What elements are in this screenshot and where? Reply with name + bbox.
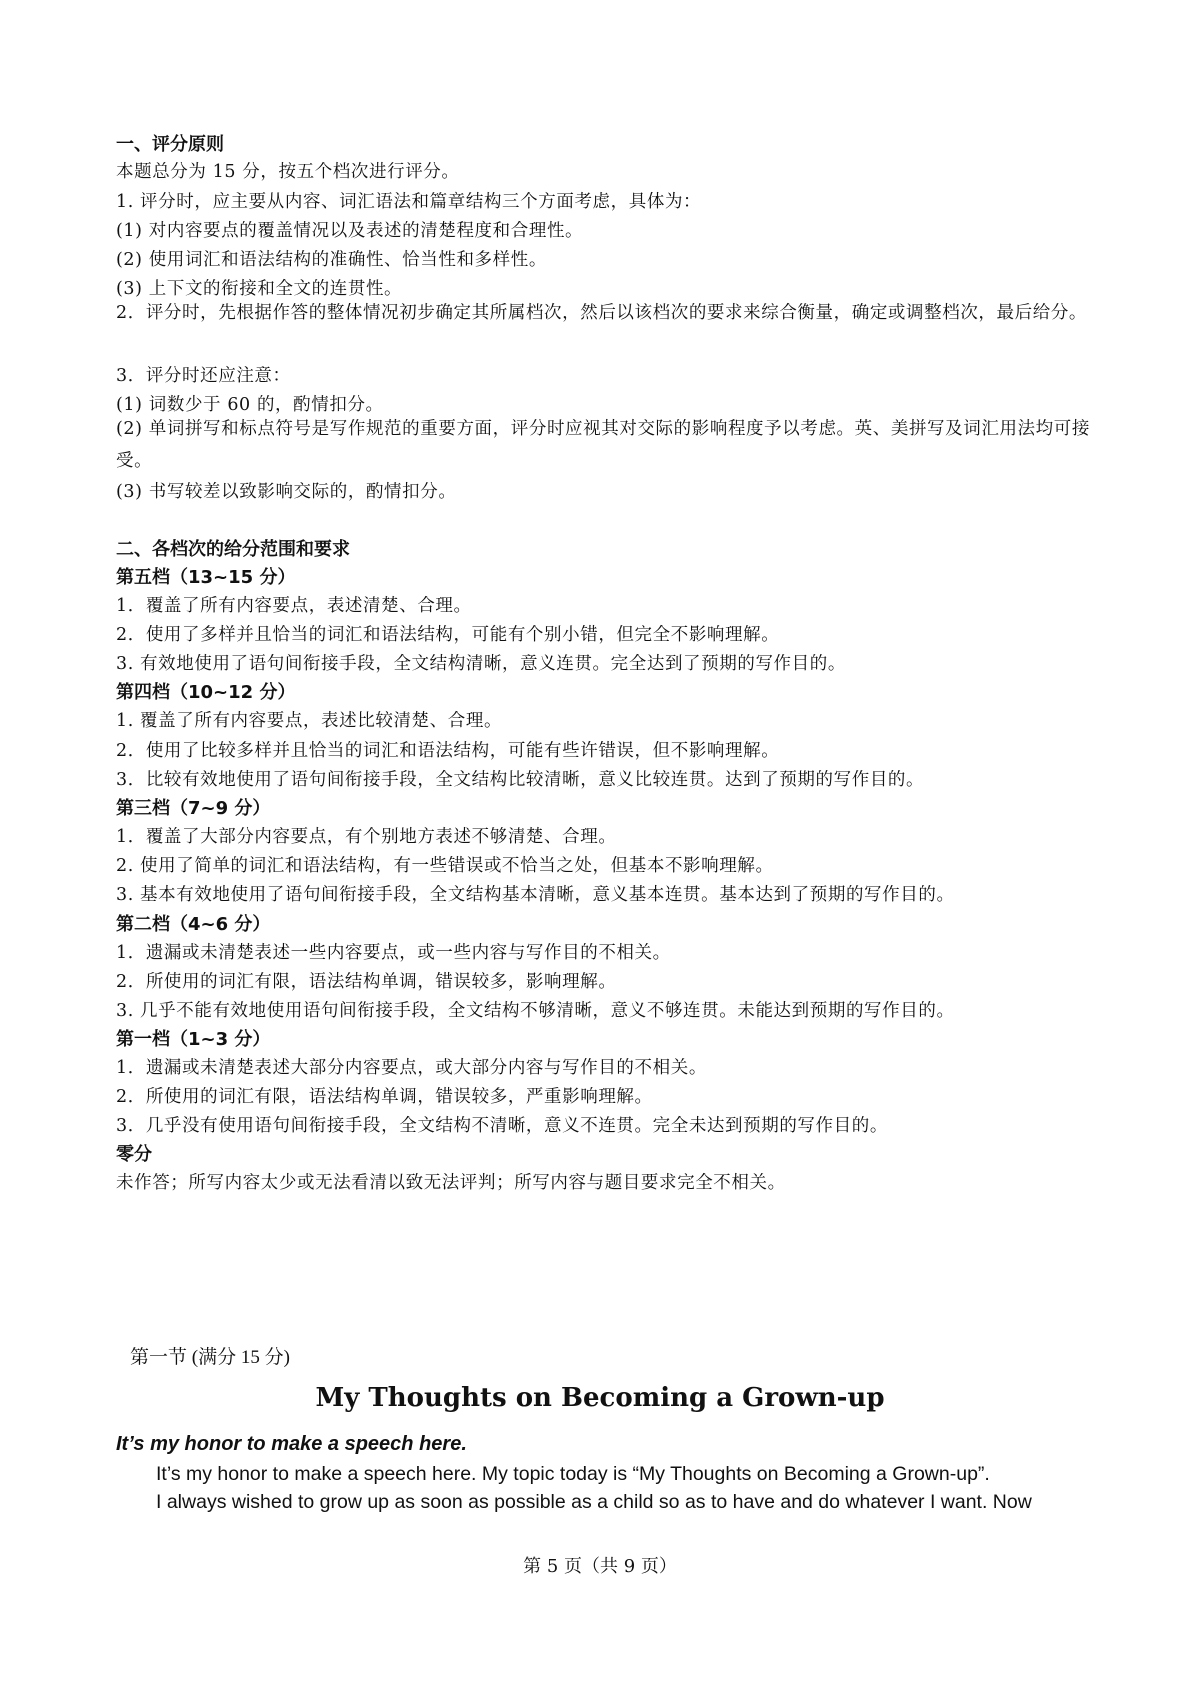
essay-title: My Thoughts on Becoming a Grown-up <box>315 1383 885 1413</box>
zero-score-heading: 零分 <box>116 1144 152 1165</box>
level-1-heading: 第一档（1~3 分） <box>116 1029 271 1050</box>
level-5-item: 2．使用了多样并且恰当的词汇和语法结构，可能有个别小错，但完全不影响理解。 <box>116 625 780 645</box>
level-3-item: 3. 基本有效地使用了语句间衔接手段，全文结构基本清晰，意义基本连贯。基本达到了预期的写作目的。 <box>116 885 955 905</box>
section-1-paragraph-2: 2．评分时，先根据作答的整体情况初步确定其所属档次，然后以该档次的要求来综合衡量，确定或调整档次，最后给分。 <box>116 303 1088 323</box>
section-1-line: (1) 对内容要点的覆盖情况以及表述的清楚程度和合理性。 <box>116 221 584 241</box>
level-1-item: 1．遗漏或未清楚表述大部分内容要点，或大部分内容与写作目的不相关。 <box>116 1058 707 1078</box>
zero-score-text: 未作答；所写内容太少或无法看清以致无法评判；所写内容与题目要求完全不相关。 <box>116 1173 786 1193</box>
section-1-line: 本题总分为 15 分，按五个档次进行评分。 <box>116 162 460 182</box>
section-2-heading: 二、各档次的给分范围和要求 <box>116 539 350 560</box>
section-1-line: (3) 上下文的衔接和全文的连贯性。 <box>116 279 403 299</box>
level-3-heading: 第三档（7~9 分） <box>116 798 271 819</box>
level-1-item: 2．所使用的词汇有限，语法结构单调，错误较多，严重影响理解。 <box>116 1087 653 1107</box>
level-5-item: 1．覆盖了所有内容要点，表述清楚、合理。 <box>116 596 472 616</box>
section-1-paragraph-3-2: (2) 单词拼写和标点符号是写作规范的重要方面，评分时应视其对交际的影响程度予以考虑。英、美拼写及词汇用法均可接受。 <box>116 419 1090 471</box>
page-number-footer: 第 5 页（共 9 页） <box>523 1556 677 1577</box>
level-4-item: 3．比较有效地使用了语句间衔接手段，全文结构比较清晰，意义比较连贯。达到了预期的写作目的。 <box>116 770 925 790</box>
essay-paragraph: I always wished to grow up as soon as possible as a child so as to have and do whatever I want. Now <box>156 1491 1032 1513</box>
level-2-item: 2．所使用的词汇有限，语法结构单调，错误较多，影响理解。 <box>116 972 617 992</box>
level-2-item: 1．遗漏或未清楚表述一些内容要点，或一些内容与写作目的不相关。 <box>116 943 671 963</box>
level-5-heading: 第五档（13~15 分） <box>116 567 296 588</box>
section-1-line: (3) 书写较差以致影响交际的，酌情扣分。 <box>116 482 457 502</box>
level-2-item: 3. 几乎不能有效地使用语句间衔接手段，全文结构不够清晰，意义不够连贯。未能达到预期的写作目的。 <box>116 1001 955 1021</box>
level-3-item: 1．覆盖了大部分内容要点，有个别地方表述不够清楚、合理。 <box>116 827 617 847</box>
essay-paragraph: It’s my honor to make a speech here. My topic today is “My Thoughts on Becoming a Grown-up”. <box>156 1463 990 1485</box>
section-1-line: 3．评分时还应注意： <box>116 366 291 386</box>
section-1-line: 1. 评分时，应主要从内容、词汇语法和篇章结构三个方面考虑，具体为： <box>116 192 702 212</box>
essay-subtitle: It’s my honor to make a speech here. <box>116 1433 467 1455</box>
level-3-item: 2. 使用了简单的词汇和语法结构，有一些错误或不恰当之处，但基本不影响理解。 <box>116 856 774 876</box>
level-5-item: 3. 有效地使用了语句间衔接手段，全文结构清晰，意义连贯。完全达到了预期的写作目的。 <box>116 654 846 674</box>
level-2-heading: 第二档（4~6 分） <box>116 914 271 935</box>
section-1-line: (1) 词数少于 60 的，酌情扣分。 <box>116 395 384 415</box>
section-1-heading: 一、评分原则 <box>116 134 224 155</box>
section-1-line: (2) 使用词汇和语法结构的准确性、恰当性和多样性。 <box>116 250 547 270</box>
level-4-heading: 第四档（10~12 分） <box>116 682 296 703</box>
section-label: 第一节 (满分 15 分) <box>130 1347 290 1368</box>
level-1-item: 3．几乎没有使用语句间衔接手段，全文结构不清晰，意义不连贯。完全未达到预期的写作目的。 <box>116 1116 888 1136</box>
level-4-item: 1. 覆盖了所有内容要点，表述比较清楚、合理。 <box>116 711 503 731</box>
level-4-item: 2．使用了比较多样并且恰当的词汇和语法结构，可能有些许错误，但不影响理解。 <box>116 741 780 761</box>
